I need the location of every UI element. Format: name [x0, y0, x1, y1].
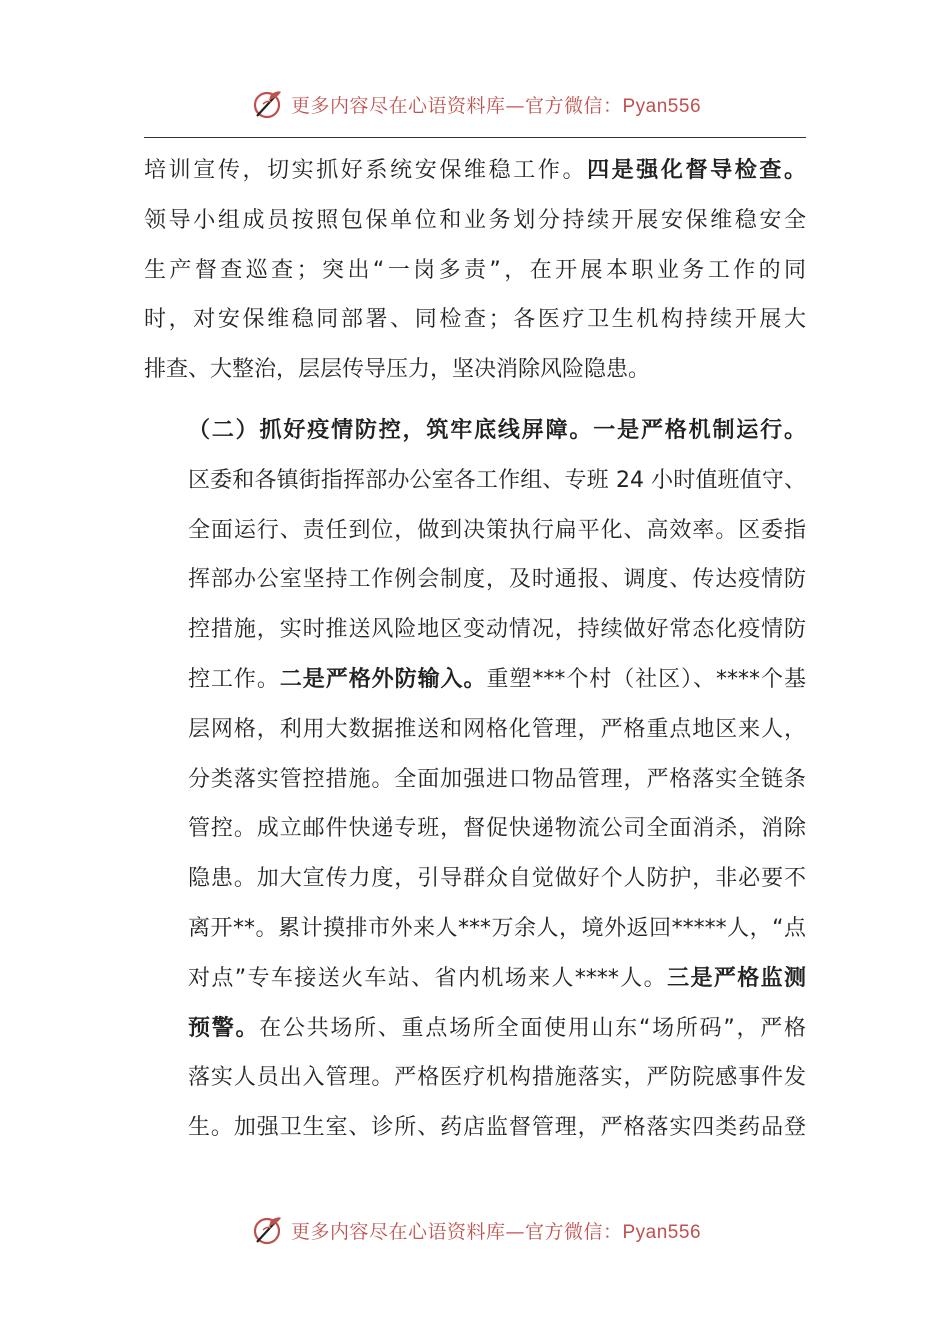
- header-banner: [0, 84, 950, 124]
- quill-logo-icon: [249, 86, 285, 122]
- body-text: 层网格，利用大数据推送和网格化管理，严格重点地区来人，: [188, 716, 806, 742]
- bold-heading-text: 预警。: [188, 1015, 260, 1041]
- footer-wechat-id: Pyan556: [622, 1221, 702, 1243]
- body-text: 重塑***个村（社区）、****个基: [486, 666, 806, 692]
- header-wechat-id: Pyan556: [622, 95, 702, 117]
- bold-heading-text: 二是严格外防输入。: [279, 666, 487, 692]
- text-line: [144, 295, 806, 345]
- body-text: 领导小组成员按照包保单位和业务划分持续开展安保维稳安全: [144, 207, 806, 233]
- header-rule: [144, 137, 806, 138]
- bold-heading-text: （二）抓好疫情防控，筑牢底线屏障。一是严格机制运行。: [188, 417, 806, 443]
- bold-heading-text: 四是强化督导检查。: [587, 158, 806, 183]
- paragraph-2: [144, 406, 806, 1153]
- header-banner-text: 更多内容尽在心语资料库—官方微信：Pyan556: [290, 94, 702, 117]
- text-line: [144, 954, 806, 1004]
- text-line: [144, 406, 806, 456]
- text-line: [144, 1103, 806, 1153]
- body-text: 挥部办公室坚持工作例会制度，及时通报、调度、传达疫情防: [188, 567, 806, 593]
- text-line: [144, 196, 806, 246]
- text-line: [144, 456, 806, 506]
- body-text: 培训宣传，切实抓好系统安保维稳工作。: [144, 158, 588, 183]
- text-line: [144, 655, 806, 705]
- body-text: 在公共场所、重点场所全面使用山东“场所码”，严格: [259, 1015, 806, 1041]
- body-text: 排查、大整治，层层传导压力，坚决消除风险隐患。: [144, 357, 651, 383]
- text-line: [144, 146, 806, 196]
- text-line: [144, 1004, 806, 1054]
- bold-heading-text: 三是严格监测: [667, 965, 806, 991]
- body-text: 分类落实管控措施。全面加强进口物品管理，严格落实全链条: [188, 766, 806, 792]
- text-line: [144, 755, 806, 805]
- text-line: [144, 605, 806, 655]
- text-line: [144, 1053, 806, 1103]
- text-line: [144, 854, 806, 904]
- text-line: [144, 705, 806, 755]
- body-text: 落实人员出入管理。严格医疗机构措施落实，严防院感事件发: [188, 1065, 806, 1091]
- body-text: 对点”专车接送火车站、省内机场来人****人。: [188, 965, 668, 991]
- footer-banner-text: 更多内容尽在心语资料库—官方微信：Pyan556: [290, 1220, 702, 1243]
- document-body: [144, 146, 806, 1153]
- text-line: [144, 345, 806, 395]
- text-line: [144, 506, 806, 556]
- body-text: 区委和各镇街指挥部办公室各工作组、专班 24 小时值班值守、: [188, 467, 806, 493]
- body-text: 控工作。: [188, 666, 280, 692]
- body-text: 控措施，实时推送风险地区变动情况，持续做好常态化疫情防: [188, 617, 806, 643]
- text-line: [144, 246, 806, 296]
- paragraph-1: [144, 146, 806, 395]
- body-text: 生。加强卫生室、诊所、药店监督管理，严格落实四类药品登: [188, 1115, 806, 1141]
- body-text: 离开**。累计摸排市外来人***万余人，境外返回*****人，“点: [188, 915, 806, 941]
- body-text: 全面运行、责任到位，做到决策执行扁平化、高效率。区委指: [188, 517, 806, 543]
- quill-logo-icon: [249, 1212, 285, 1248]
- text-line: [144, 904, 806, 954]
- text-line: [144, 804, 806, 854]
- body-text: 时，对安保维稳同部署、同检查；各医疗卫生机构持续开展大: [144, 307, 806, 333]
- body-text: 管控。成立邮件快递专班，督促快递物流公司全面消杀，消除: [188, 816, 806, 842]
- footer-banner: [0, 1210, 950, 1250]
- text-line: [144, 555, 806, 605]
- body-text: 生产督查巡查；突出“一岗多责”，在开展本职业务工作的同: [144, 257, 806, 283]
- body-text: 隐患。加大宣传力度，引导群众自觉做好个人防护，非必要不: [188, 866, 806, 892]
